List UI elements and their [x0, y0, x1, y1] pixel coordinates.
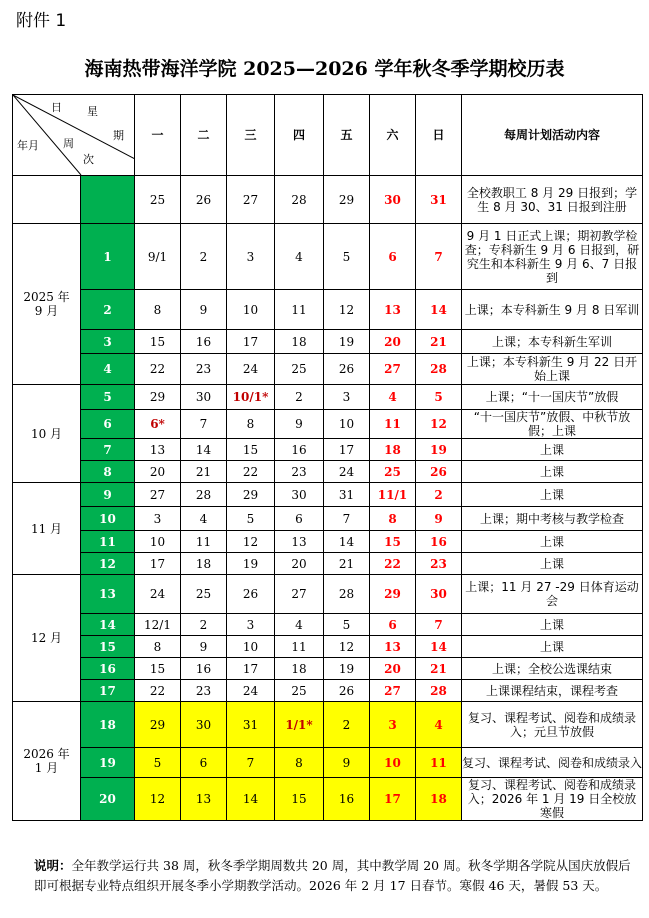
- date-cell: 10: [227, 290, 275, 330]
- date-cell: 29: [135, 385, 181, 410]
- date-cell: 27: [275, 575, 324, 614]
- date-cell: 13: [135, 439, 181, 461]
- week-number-cell: 8: [81, 461, 135, 483]
- date-cell: 16: [416, 531, 462, 553]
- week-number-cell: 2: [81, 290, 135, 330]
- date-cell: 22: [135, 680, 181, 702]
- date-cell: 22: [135, 354, 181, 385]
- date-cell: 19: [324, 658, 370, 680]
- date-cell: 16: [181, 330, 227, 354]
- date-cell: 15: [135, 658, 181, 680]
- activity-cell: 上课；期中考核与教学检查: [462, 507, 643, 531]
- date-cell: 26: [416, 461, 462, 483]
- date-cell: 22: [227, 461, 275, 483]
- date-cell: 18: [416, 778, 462, 821]
- activity-cell: 上课；本专科新生军训: [462, 330, 643, 354]
- month-cell: 2026 年 1 月: [13, 702, 81, 821]
- week-number-cell: 20: [81, 778, 135, 821]
- date-cell: 30: [416, 575, 462, 614]
- page-title: 海南热带海洋学院 2025—2026 学年秋冬季学期校历表: [84, 58, 565, 80]
- date-cell: 7: [416, 614, 462, 636]
- date-cell: 17: [135, 553, 181, 575]
- date-cell: 25: [275, 354, 324, 385]
- date-cell: 2: [324, 702, 370, 748]
- day-header-sun: 日: [416, 95, 462, 176]
- date-cell: 8: [135, 290, 181, 330]
- table-row: [13, 461, 643, 483]
- date-cell: 12/1: [135, 614, 181, 636]
- week-number-cell: 7: [81, 439, 135, 461]
- date-cell: 30: [275, 483, 324, 507]
- date-cell: 1/1*: [275, 702, 324, 748]
- date-cell: 25: [275, 680, 324, 702]
- date-cell: 30: [181, 385, 227, 410]
- day-header-wed: 三: [227, 95, 275, 176]
- table-row: [13, 531, 643, 553]
- activity-cell: 全校教职工 8 月 29 日报到；学生 8 月 30、31 日报到注册: [462, 176, 643, 224]
- date-cell: 16: [275, 439, 324, 461]
- table-row: [13, 354, 643, 385]
- date-cell: 17: [227, 330, 275, 354]
- corner-label-zhou: 周: [63, 137, 74, 150]
- activity-cell: 上课课程结束，课程考查: [462, 680, 643, 702]
- date-cell: 16: [181, 658, 227, 680]
- date-cell: 11: [181, 531, 227, 553]
- date-cell: 28: [275, 176, 324, 224]
- date-cell: 3: [324, 385, 370, 410]
- date-cell: 29: [135, 702, 181, 748]
- date-cell: 5: [324, 614, 370, 636]
- table-row: [13, 410, 643, 439]
- date-cell: 19: [324, 330, 370, 354]
- date-cell: 9/1: [135, 224, 181, 290]
- date-cell: 17: [227, 658, 275, 680]
- date-cell: 15: [227, 439, 275, 461]
- month-cell: 10 月: [13, 385, 81, 483]
- date-cell: 4: [275, 614, 324, 636]
- day-header-sat: 六: [370, 95, 416, 176]
- week-number-cell: 13: [81, 575, 135, 614]
- date-cell: 18: [275, 330, 324, 354]
- date-cell: 12: [416, 410, 462, 439]
- date-cell: 5: [135, 748, 181, 778]
- month-cell: 12 月: [13, 575, 81, 702]
- date-cell: 9: [181, 290, 227, 330]
- date-cell: 8: [275, 748, 324, 778]
- date-cell: 28: [416, 680, 462, 702]
- date-cell: 24: [227, 680, 275, 702]
- table-row: [13, 330, 643, 354]
- activity-cell: 上课；“十一国庆节”放假: [462, 385, 643, 410]
- activity-cell: 复习、课程考试、阅卷和成绩录入: [462, 748, 643, 778]
- date-cell: 2: [416, 483, 462, 507]
- day-header-mon: 一: [135, 95, 181, 176]
- date-cell: 8: [370, 507, 416, 531]
- date-cell: 6*: [135, 410, 181, 439]
- date-cell: 2: [275, 385, 324, 410]
- date-cell: 18: [181, 553, 227, 575]
- date-cell: 14: [416, 290, 462, 330]
- date-cell: 11: [275, 636, 324, 658]
- note-label: 说明：: [34, 858, 72, 873]
- activity-cell: “十一国庆节”放假、中秋节放假；上课: [462, 410, 643, 439]
- date-cell: 27: [227, 176, 275, 224]
- date-cell: 22: [370, 553, 416, 575]
- date-cell: 2: [181, 224, 227, 290]
- date-cell: 24: [227, 354, 275, 385]
- week-number-cell: 1: [81, 224, 135, 290]
- date-cell: 20: [135, 461, 181, 483]
- activity-cell: 9 月 1 日正式上课；期初教学检查；专科新生 9 月 6 日报到，研究生和本科新生 9 月 6、7 日报到: [462, 224, 643, 290]
- date-cell: 31: [324, 483, 370, 507]
- date-cell: 12: [324, 636, 370, 658]
- explanation-note: [34, 856, 634, 896]
- month-cell: [13, 176, 81, 224]
- week-number-cell: 17: [81, 680, 135, 702]
- date-cell: 14: [181, 439, 227, 461]
- date-cell: 3: [135, 507, 181, 531]
- table-row: [13, 176, 643, 224]
- week-number-cell: 6: [81, 410, 135, 439]
- date-cell: 7: [181, 410, 227, 439]
- activity-cell: 复习、课程考试、阅卷和成绩录入；2026 年 1 月 19 日全校放寒假: [462, 778, 643, 821]
- date-cell: 6: [370, 614, 416, 636]
- table-row: [13, 507, 643, 531]
- week-number-cell: 3: [81, 330, 135, 354]
- date-cell: 21: [324, 553, 370, 575]
- date-cell: 21: [416, 330, 462, 354]
- date-cell: 15: [370, 531, 416, 553]
- date-cell: 5: [227, 507, 275, 531]
- date-cell: 15: [135, 330, 181, 354]
- week-number-cell: 16: [81, 658, 135, 680]
- date-cell: 20: [370, 330, 416, 354]
- date-cell: 18: [275, 658, 324, 680]
- date-cell: 28: [324, 575, 370, 614]
- corner-label-ci: 次: [83, 153, 94, 166]
- date-cell: 11: [370, 410, 416, 439]
- date-cell: 27: [370, 680, 416, 702]
- date-cell: 4: [416, 702, 462, 748]
- date-cell: 19: [416, 439, 462, 461]
- table-row: [13, 224, 643, 290]
- date-cell: 29: [370, 575, 416, 614]
- date-cell: 23: [416, 553, 462, 575]
- date-cell: 25: [181, 575, 227, 614]
- date-cell: 12: [227, 531, 275, 553]
- date-cell: 16: [324, 778, 370, 821]
- date-cell: 7: [416, 224, 462, 290]
- activity-cell: 上课；11 月 27 -29 日体育运动会: [462, 575, 643, 614]
- date-cell: 31: [416, 176, 462, 224]
- date-cell: 12: [135, 778, 181, 821]
- date-cell: 24: [324, 461, 370, 483]
- date-cell: 11: [275, 290, 324, 330]
- month-cell: 2025 年 9 月: [13, 224, 81, 385]
- date-cell: 5: [416, 385, 462, 410]
- date-cell: 30: [370, 176, 416, 224]
- date-cell: 8: [135, 636, 181, 658]
- header-corner: [13, 95, 135, 176]
- date-cell: 3: [227, 614, 275, 636]
- table-row: [13, 553, 643, 575]
- week-number-cell: 14: [81, 614, 135, 636]
- week-number-cell: 5: [81, 385, 135, 410]
- date-cell: 19: [227, 553, 275, 575]
- date-cell: 23: [275, 461, 324, 483]
- week-number-cell: 12: [81, 553, 135, 575]
- date-cell: 2: [181, 614, 227, 636]
- date-cell: 18: [370, 439, 416, 461]
- table-row: [13, 702, 643, 748]
- table-row: [13, 290, 643, 330]
- date-cell: 13: [370, 636, 416, 658]
- date-cell: 6: [181, 748, 227, 778]
- date-cell: 14: [324, 531, 370, 553]
- date-cell: 23: [181, 354, 227, 385]
- activity-cell: 上课: [462, 461, 643, 483]
- date-cell: 28: [181, 483, 227, 507]
- date-cell: 31: [227, 702, 275, 748]
- date-cell: 10: [227, 636, 275, 658]
- date-cell: 26: [324, 354, 370, 385]
- date-cell: 4: [181, 507, 227, 531]
- day-header-tue: 二: [181, 95, 227, 176]
- date-cell: 4: [370, 385, 416, 410]
- date-cell: 5: [324, 224, 370, 290]
- date-cell: 6: [275, 507, 324, 531]
- date-cell: 17: [324, 439, 370, 461]
- corner-label-qi: 期: [113, 129, 124, 142]
- date-cell: 23: [181, 680, 227, 702]
- activity-cell: 上课: [462, 553, 643, 575]
- date-cell: 9: [275, 410, 324, 439]
- week-number-cell: 10: [81, 507, 135, 531]
- table-row: [13, 575, 643, 614]
- date-cell: 14: [227, 778, 275, 821]
- date-cell: 13: [370, 290, 416, 330]
- date-cell: 10: [370, 748, 416, 778]
- date-cell: 9: [324, 748, 370, 778]
- date-cell: 6: [370, 224, 416, 290]
- activity-cell: 上课: [462, 531, 643, 553]
- corner-label-nianyue: 年月: [17, 139, 39, 152]
- date-cell: 13: [181, 778, 227, 821]
- date-cell: 29: [324, 176, 370, 224]
- table-row: [13, 658, 643, 680]
- table-row: [13, 778, 643, 821]
- table-row: [13, 680, 643, 702]
- date-cell: 14: [416, 636, 462, 658]
- date-cell: 27: [135, 483, 181, 507]
- activity-cell: 上课: [462, 483, 643, 507]
- table-row: [13, 385, 643, 410]
- table-row: [13, 439, 643, 461]
- school-calendar-table: [12, 94, 643, 821]
- week-number-cell: [81, 176, 135, 224]
- date-cell: 21: [181, 461, 227, 483]
- day-header-fri: 五: [324, 95, 370, 176]
- date-cell: 11: [416, 748, 462, 778]
- week-number-cell: 4: [81, 354, 135, 385]
- activity-cell: 上课；全校公选课结束: [462, 658, 643, 680]
- week-number-cell: 19: [81, 748, 135, 778]
- attachment-label: 附件 1: [16, 11, 67, 31]
- date-cell: 25: [135, 176, 181, 224]
- calendar-body: [13, 176, 643, 821]
- date-cell: 21: [416, 658, 462, 680]
- date-cell: 20: [370, 658, 416, 680]
- date-cell: 11/1: [370, 483, 416, 507]
- date-cell: 10: [135, 531, 181, 553]
- activity-cell: 上课: [462, 439, 643, 461]
- activity-cell: 上课: [462, 614, 643, 636]
- date-cell: 26: [227, 575, 275, 614]
- date-cell: 13: [275, 531, 324, 553]
- date-cell: 9: [416, 507, 462, 531]
- date-cell: 30: [181, 702, 227, 748]
- corner-label-xing: 星: [87, 105, 98, 118]
- date-cell: 25: [370, 461, 416, 483]
- activity-cell: 上课；本专科新生 9 月 8 日军训: [462, 290, 643, 330]
- week-number-cell: 15: [81, 636, 135, 658]
- note-text: 全年教学运行共 38 周，秋冬季学期周数共 20 周，其中教学周 20 周。秋冬学期各学院从国庆放假后即可根据专业特点组织开展冬季小学期教学活动。2026 年 2 月 17 日春节。寒假 46 天，暑假 53 天。: [34, 858, 631, 893]
- activity-cell: 上课: [462, 636, 643, 658]
- corner-label-ri: 日: [51, 101, 62, 114]
- table-row: [13, 636, 643, 658]
- week-number-cell: 11: [81, 531, 135, 553]
- date-cell: 7: [227, 748, 275, 778]
- date-cell: 24: [135, 575, 181, 614]
- date-cell: 10/1*: [227, 385, 275, 410]
- date-cell: 3: [227, 224, 275, 290]
- day-header-thu: 四: [275, 95, 324, 176]
- date-cell: 28: [416, 354, 462, 385]
- activity-header: 每周计划活动内容: [462, 95, 643, 176]
- week-number-cell: 9: [81, 483, 135, 507]
- table-row: [13, 614, 643, 636]
- date-cell: 8: [227, 410, 275, 439]
- date-cell: 9: [181, 636, 227, 658]
- date-cell: 17: [370, 778, 416, 821]
- date-cell: 26: [181, 176, 227, 224]
- date-cell: 29: [227, 483, 275, 507]
- activity-cell: 上课；本专科新生 9 月 22 日开始上课: [462, 354, 643, 385]
- activity-cell: 复习、课程考试、阅卷和成绩录入；元旦节放假: [462, 702, 643, 748]
- date-cell: 26: [324, 680, 370, 702]
- date-cell: 27: [370, 354, 416, 385]
- date-cell: 20: [275, 553, 324, 575]
- date-cell: 7: [324, 507, 370, 531]
- week-number-cell: 18: [81, 702, 135, 748]
- date-cell: 12: [324, 290, 370, 330]
- date-cell: 15: [275, 778, 324, 821]
- date-cell: 10: [324, 410, 370, 439]
- month-cell: 11 月: [13, 483, 81, 575]
- table-row: [13, 748, 643, 778]
- date-cell: 4: [275, 224, 324, 290]
- table-row: [13, 483, 643, 507]
- date-cell: 3: [370, 702, 416, 748]
